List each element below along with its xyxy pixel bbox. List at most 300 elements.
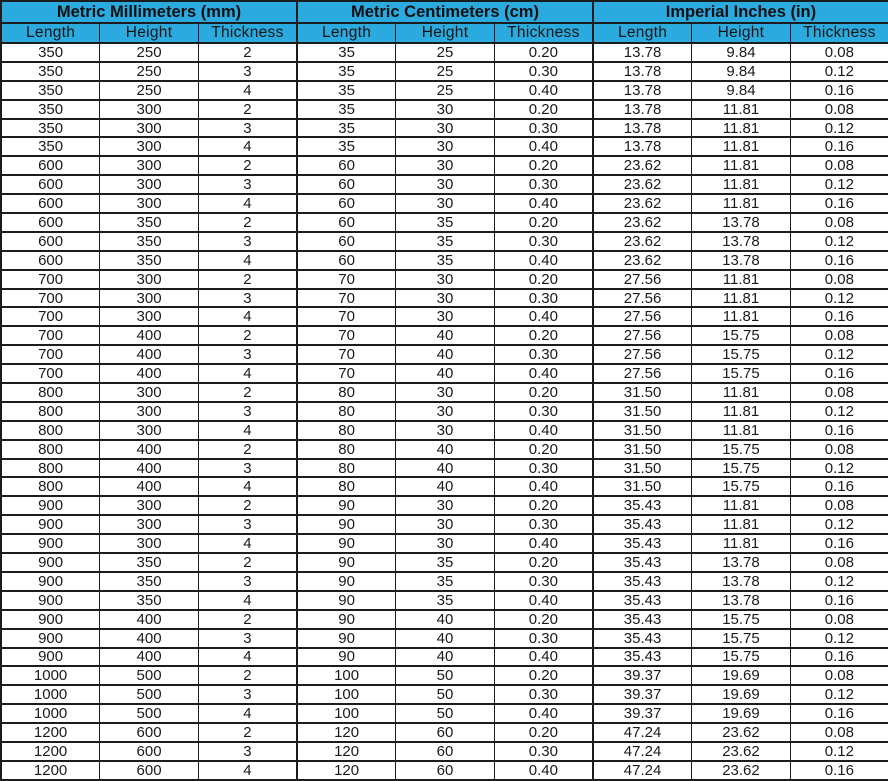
cell: 23.62: [593, 156, 692, 175]
cell: 31.50: [593, 477, 692, 496]
cell: 31.50: [593, 459, 692, 478]
cell: 2: [198, 553, 297, 572]
cell: 800: [1, 459, 100, 478]
table-row: [1, 610, 888, 629]
cell: 0.20: [494, 666, 593, 685]
cell: 350: [100, 251, 199, 270]
cell: 0.12: [790, 572, 888, 591]
cell: 90: [297, 648, 396, 667]
cell: 23.62: [593, 232, 692, 251]
cell: 4: [198, 364, 297, 383]
cell: 700: [1, 326, 100, 345]
cell: 39.37: [593, 666, 692, 685]
cell: 23.62: [593, 213, 692, 232]
cell: 35: [297, 43, 396, 62]
cell: 120: [297, 742, 396, 761]
cell: 300: [100, 119, 199, 138]
cell: 30: [396, 496, 495, 515]
cell: 2: [198, 156, 297, 175]
cell: 0.16: [790, 761, 888, 780]
cell: 2: [198, 666, 297, 685]
column-header-row: [1, 23, 888, 43]
cell: 600: [100, 742, 199, 761]
cell: 30: [396, 534, 495, 553]
cell: 300: [100, 156, 199, 175]
cell: 900: [1, 648, 100, 667]
table-row: [1, 307, 888, 326]
cell: 70: [297, 326, 396, 345]
table-row: [1, 251, 888, 270]
cell: 4: [198, 477, 297, 496]
cell: 9.84: [692, 62, 791, 81]
cell: 0.12: [790, 175, 888, 194]
cell: 70: [297, 307, 396, 326]
cell: 40: [396, 648, 495, 667]
cell: 400: [100, 440, 199, 459]
cell: 0.20: [494, 213, 593, 232]
cell: 35: [297, 119, 396, 138]
cell: 0.40: [494, 591, 593, 610]
cell: 15.75: [692, 440, 791, 459]
cell: 0.40: [494, 421, 593, 440]
cell: 30: [396, 119, 495, 138]
cell: 13.78: [692, 591, 791, 610]
cell: 35: [297, 81, 396, 100]
cell: 0.12: [790, 515, 888, 534]
cell: 300: [100, 270, 199, 289]
cell: 13.78: [692, 553, 791, 572]
cell: 3: [198, 402, 297, 421]
cell: 30: [396, 307, 495, 326]
cell: 35: [396, 251, 495, 270]
cell: 11.81: [692, 270, 791, 289]
cell: 13.78: [593, 119, 692, 138]
cell: 0.16: [790, 364, 888, 383]
cell: 300: [100, 402, 199, 421]
col-header-mm-length: Length: [1, 23, 100, 43]
cell: 300: [100, 289, 199, 308]
cell: 4: [198, 761, 297, 780]
cell: 0.16: [790, 251, 888, 270]
cell: 2: [198, 440, 297, 459]
cell: 2: [198, 496, 297, 515]
cell: 600: [100, 723, 199, 742]
cell: 3: [198, 119, 297, 138]
cell: 15.75: [692, 459, 791, 478]
cell: 350: [1, 137, 100, 156]
group-title-row: [1, 1, 888, 23]
cell: 400: [100, 648, 199, 667]
cell: 23.62: [593, 251, 692, 270]
col-header-mm-thickness: Thickness: [198, 23, 297, 43]
table-row: [1, 572, 888, 591]
cell: 4: [198, 307, 297, 326]
cell: 400: [100, 610, 199, 629]
cell: 500: [100, 685, 199, 704]
cell: 300: [100, 421, 199, 440]
cell: 90: [297, 572, 396, 591]
cell: 0.20: [494, 496, 593, 515]
cell: 60: [396, 723, 495, 742]
cell: 0.20: [494, 553, 593, 572]
table-row: [1, 742, 888, 761]
cell: 0.30: [494, 685, 593, 704]
group-title-mm: Metric Millimeters (mm): [1, 1, 297, 23]
cell: 500: [100, 666, 199, 685]
cell: 0.20: [494, 43, 593, 62]
cell: 3: [198, 345, 297, 364]
cell: 11.81: [692, 515, 791, 534]
cell: 19.69: [692, 704, 791, 723]
cell: 70: [297, 345, 396, 364]
cell: 30: [396, 137, 495, 156]
cell: 40: [396, 345, 495, 364]
table-row: [1, 364, 888, 383]
cell: 0.08: [790, 326, 888, 345]
cell: 120: [297, 761, 396, 780]
cell: 0.12: [790, 685, 888, 704]
table-body: [1, 43, 888, 780]
cell: 35.43: [593, 629, 692, 648]
cell: 3: [198, 515, 297, 534]
cell: 35: [297, 137, 396, 156]
cell: 900: [1, 629, 100, 648]
cell: 15.75: [692, 477, 791, 496]
cell: 0.08: [790, 270, 888, 289]
cell: 800: [1, 440, 100, 459]
cell: 2: [198, 213, 297, 232]
table-row: [1, 421, 888, 440]
cell: 30: [396, 421, 495, 440]
cell: 31.50: [593, 383, 692, 402]
cell: 39.37: [593, 685, 692, 704]
cell: 15.75: [692, 326, 791, 345]
cell: 35: [396, 553, 495, 572]
cell: 100: [297, 704, 396, 723]
cell: 13.78: [593, 62, 692, 81]
cell: 350: [100, 591, 199, 610]
cell: 350: [100, 553, 199, 572]
table-row: [1, 553, 888, 572]
cell: 13.78: [692, 213, 791, 232]
cell: 30: [396, 289, 495, 308]
cell: 3: [198, 175, 297, 194]
cell: 13.78: [593, 43, 692, 62]
cell: 300: [100, 307, 199, 326]
cell: 1200: [1, 742, 100, 761]
group-title-cm: Metric Centimeters (cm): [297, 1, 593, 23]
cell: 23.62: [692, 723, 791, 742]
cell: 25: [396, 43, 495, 62]
cell: 40: [396, 440, 495, 459]
cell: 35: [396, 232, 495, 251]
table-row: [1, 137, 888, 156]
cell: 60: [297, 251, 396, 270]
cell: 60: [297, 194, 396, 213]
table-row: [1, 194, 888, 213]
cell: 30: [396, 402, 495, 421]
cell: 35.43: [593, 591, 692, 610]
cell: 3: [198, 62, 297, 81]
cell: 47.24: [593, 761, 692, 780]
cell: 0.30: [494, 62, 593, 81]
cell: 4: [198, 81, 297, 100]
cell: 0.08: [790, 553, 888, 572]
cell: 40: [396, 364, 495, 383]
cell: 30: [396, 194, 495, 213]
cell: 0.16: [790, 648, 888, 667]
cell: 11.81: [692, 175, 791, 194]
cell: 0.40: [494, 534, 593, 553]
cell: 40: [396, 477, 495, 496]
cell: 400: [100, 326, 199, 345]
cell: 300: [100, 496, 199, 515]
cell: 15.75: [692, 629, 791, 648]
cell: 700: [1, 307, 100, 326]
cell: 0.12: [790, 459, 888, 478]
table-row: [1, 402, 888, 421]
cell: 70: [297, 289, 396, 308]
cell: 0.20: [494, 270, 593, 289]
cell: 300: [100, 137, 199, 156]
cell: 40: [396, 459, 495, 478]
table-row: [1, 666, 888, 685]
cell: 23.62: [692, 761, 791, 780]
cell: 0.40: [494, 137, 593, 156]
cell: 15.75: [692, 610, 791, 629]
cell: 0.40: [494, 364, 593, 383]
cell: 800: [1, 383, 100, 402]
table-row: [1, 704, 888, 723]
cell: 19.69: [692, 666, 791, 685]
cell: 80: [297, 383, 396, 402]
cell: 11.81: [692, 383, 791, 402]
table-row: [1, 119, 888, 138]
cell: 35.43: [593, 496, 692, 515]
cell: 0.20: [494, 326, 593, 345]
cell: 0.30: [494, 232, 593, 251]
cell: 1200: [1, 761, 100, 780]
cell: 31.50: [593, 440, 692, 459]
cell: 350: [1, 81, 100, 100]
cell: 350: [100, 572, 199, 591]
cell: 0.30: [494, 629, 593, 648]
cell: 13.78: [593, 137, 692, 156]
cell: 2: [198, 610, 297, 629]
cell: 4: [198, 591, 297, 610]
table-row: [1, 723, 888, 742]
cell: 0.12: [790, 742, 888, 761]
table-row: [1, 81, 888, 100]
cell: 11.81: [692, 137, 791, 156]
table-row: [1, 648, 888, 667]
cell: 0.12: [790, 629, 888, 648]
cell: 15.75: [692, 364, 791, 383]
cell: 90: [297, 496, 396, 515]
cell: 27.56: [593, 270, 692, 289]
cell: 0.12: [790, 119, 888, 138]
cell: 11.81: [692, 421, 791, 440]
cell: 60: [297, 156, 396, 175]
cell: 400: [100, 364, 199, 383]
cell: 900: [1, 496, 100, 515]
cell: 0.40: [494, 648, 593, 667]
cell: 70: [297, 364, 396, 383]
cell: 13.78: [593, 81, 692, 100]
cell: 80: [297, 477, 396, 496]
cell: 4: [198, 421, 297, 440]
cell: 50: [396, 666, 495, 685]
cell: 350: [1, 119, 100, 138]
cell: 350: [1, 100, 100, 119]
cell: 0.40: [494, 704, 593, 723]
cell: 3: [198, 572, 297, 591]
cell: 400: [100, 345, 199, 364]
cell: 2: [198, 326, 297, 345]
cell: 0.30: [494, 742, 593, 761]
cell: 35: [297, 62, 396, 81]
cell: 600: [100, 761, 199, 780]
cell: 400: [100, 459, 199, 478]
cell: 50: [396, 704, 495, 723]
table-row: [1, 534, 888, 553]
cell: 4: [198, 137, 297, 156]
cell: 0.30: [494, 345, 593, 364]
cell: 0.40: [494, 194, 593, 213]
cell: 0.12: [790, 232, 888, 251]
cell: 1000: [1, 666, 100, 685]
cell: 23.62: [593, 175, 692, 194]
cell: 70: [297, 270, 396, 289]
table-row: [1, 459, 888, 478]
cell: 0.08: [790, 383, 888, 402]
cell: 600: [1, 232, 100, 251]
cell: 300: [100, 175, 199, 194]
cell: 0.12: [790, 402, 888, 421]
cell: 23.62: [692, 742, 791, 761]
table-row: [1, 326, 888, 345]
table-row: [1, 440, 888, 459]
col-header-cm-length: Length: [297, 23, 396, 43]
cell: 30: [396, 156, 495, 175]
cell: 0.20: [494, 440, 593, 459]
cell: 27.56: [593, 326, 692, 345]
cell: 1000: [1, 704, 100, 723]
cell: 900: [1, 572, 100, 591]
cell: 47.24: [593, 742, 692, 761]
cell: 0.16: [790, 194, 888, 213]
cell: 9.84: [692, 81, 791, 100]
cell: 1200: [1, 723, 100, 742]
cell: 90: [297, 629, 396, 648]
cell: 11.81: [692, 496, 791, 515]
cell: 11.81: [692, 534, 791, 553]
cell: 500: [100, 704, 199, 723]
cell: 300: [100, 100, 199, 119]
cell: 600: [1, 251, 100, 270]
cell: 0.12: [790, 345, 888, 364]
cell: 27.56: [593, 307, 692, 326]
cell: 350: [1, 62, 100, 81]
cell: 0.16: [790, 307, 888, 326]
cell: 0.12: [790, 289, 888, 308]
cell: 800: [1, 477, 100, 496]
cell: 15.75: [692, 648, 791, 667]
cell: 0.16: [790, 591, 888, 610]
cell: 0.08: [790, 213, 888, 232]
cell: 3: [198, 459, 297, 478]
cell: 13.78: [692, 572, 791, 591]
cell: 2: [198, 43, 297, 62]
table-row: [1, 685, 888, 704]
cell: 250: [100, 81, 199, 100]
table-row: [1, 761, 888, 780]
cell: 3: [198, 742, 297, 761]
table-row: [1, 477, 888, 496]
cell: 0.30: [494, 175, 593, 194]
cell: 2: [198, 383, 297, 402]
cell: 35.43: [593, 610, 692, 629]
cell: 250: [100, 43, 199, 62]
cell: 300: [100, 383, 199, 402]
cell: 0.08: [790, 440, 888, 459]
cell: 0.12: [790, 62, 888, 81]
cell: 900: [1, 591, 100, 610]
cell: 11.81: [692, 100, 791, 119]
cell: 25: [396, 62, 495, 81]
col-header-in-height: Height: [692, 23, 791, 43]
cell: 4: [198, 534, 297, 553]
cell: 600: [1, 194, 100, 213]
cell: 0.08: [790, 610, 888, 629]
cell: 250: [100, 62, 199, 81]
table-row: [1, 345, 888, 364]
cell: 80: [297, 421, 396, 440]
cell: 350: [100, 232, 199, 251]
cell: 4: [198, 704, 297, 723]
cell: 2: [198, 100, 297, 119]
cell: 11.81: [692, 119, 791, 138]
cell: 13.78: [593, 100, 692, 119]
cell: 1000: [1, 685, 100, 704]
cell: 0.20: [494, 383, 593, 402]
cell: 90: [297, 553, 396, 572]
cell: 80: [297, 440, 396, 459]
cell: 0.30: [494, 119, 593, 138]
cell: 0.16: [790, 137, 888, 156]
table-row: [1, 175, 888, 194]
cell: 0.20: [494, 156, 593, 175]
cell: 900: [1, 534, 100, 553]
cell: 0.40: [494, 307, 593, 326]
cell: 0.20: [494, 723, 593, 742]
table-row: [1, 289, 888, 308]
table-row: [1, 270, 888, 289]
cell: 800: [1, 402, 100, 421]
cell: 30: [396, 270, 495, 289]
cell: 60: [297, 175, 396, 194]
cell: 11.81: [692, 307, 791, 326]
cell: 60: [297, 232, 396, 251]
table-row: [1, 213, 888, 232]
cell: 40: [396, 326, 495, 345]
col-header-mm-height: Height: [100, 23, 199, 43]
cell: 35: [297, 100, 396, 119]
cell: 27.56: [593, 364, 692, 383]
cell: 0.16: [790, 704, 888, 723]
cell: 0.20: [494, 610, 593, 629]
cell: 700: [1, 345, 100, 364]
